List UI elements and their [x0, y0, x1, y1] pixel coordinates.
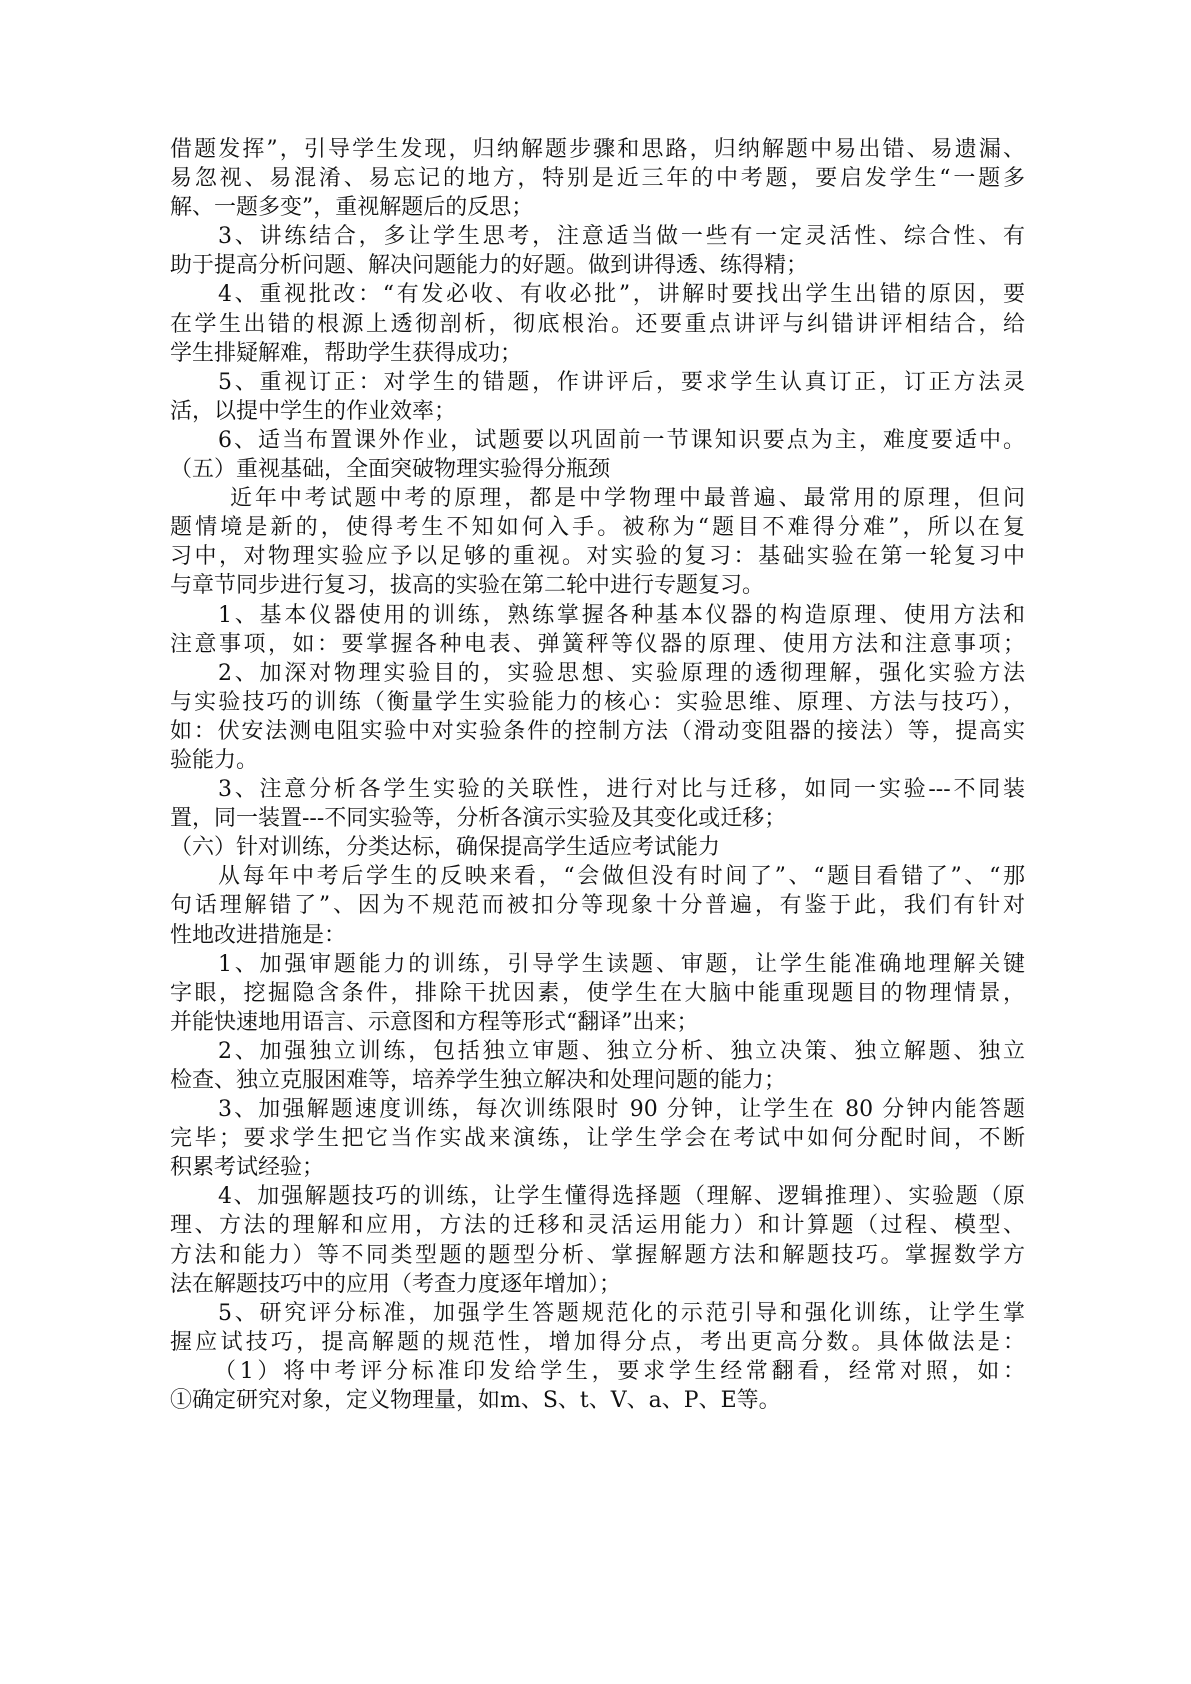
paragraph: [170, 484, 1025, 600]
text-line: 助于提高分析问题、解决问题能力的好题。做到讲得透、练得精；: [170, 253, 809, 279]
text-line: 与章节同步进行复习，拔高的实验在第二轮中进行专题复习。: [170, 573, 765, 599]
paragraph: [170, 862, 1025, 949]
text-line: 近年中考试题中考的原理，都是中学物理中最普遍、最常用的原理，但问: [230, 486, 1025, 512]
paragraph: [170, 1095, 1025, 1182]
text-line: 句话理解错了”、因为不规范而被扣分等现象十分普遍，有鉴于此，我们有针对: [170, 893, 1025, 919]
text-line: 5、重视订正：对学生的错题，作讲评后，要求学生认真订正，订正方法灵: [218, 369, 1025, 395]
text-line: ①确定研究对象，定义物理量，如m、S、t、V、a、P、E等。: [170, 1388, 781, 1414]
paragraph: [170, 222, 1025, 280]
text-line: 如：伏安法测电阻实验中对实验条件的控制方法（滑动变阻器的接法）等，提高实: [170, 718, 1025, 744]
text-line: 1、基本仪器使用的训练，熟练掌握各种基本仪器的构造原理、使用方法和: [218, 602, 1025, 628]
text-line: 在学生出错的根源上透彻剖析，彻底根治。还要重点讲评与纠错讲评相结合，给: [170, 311, 1025, 337]
paragraph: [170, 1037, 1025, 1095]
text-line: 4、重视批改：“有发必收、有收必批”，讲解时要找出学生出错的原因，要: [218, 282, 1025, 308]
text-line: 方法和能力）等不同类型题的题型分析、掌握解题方法和解题技巧。掌握数学方: [170, 1242, 1025, 1268]
text-line: 3、讲练结合，多让学生思考，注意适当做一些有一定灵活性、综合性、有: [218, 224, 1025, 250]
text-line: 从每年中考后学生的反映来看，“会做但没有时间了”、“题目看错了”、“那: [218, 864, 1025, 890]
text-line: 握应试技巧，提高解题的规范性，增加得分点，考出更高分数。具体做法是：: [170, 1329, 1025, 1355]
text-line: 与实验技巧的训练（衡量学生实验能力的核心：实验思维、原理、方法与技巧），: [170, 689, 1025, 715]
section-heading: [170, 833, 1025, 862]
section-heading-text: （六）针对训练，分类达标，确保提高学生适应考试能力: [170, 835, 721, 861]
paragraph: [170, 426, 1025, 455]
text-line: 学生排疑解难，帮助学生获得成功；: [170, 340, 523, 366]
text-line: 5、研究评分标准，加强学生答题规范化的示范引导和强化训练，让学生掌: [218, 1300, 1025, 1326]
text-line: 题情境是新的，使得考生不知如何入手。被称为“题目不难得分难”，所以在复: [170, 515, 1025, 541]
text-line: 活，以提中学生的作业效率；: [170, 398, 457, 424]
section-heading: [170, 455, 1025, 484]
text-line: 2、加强独立训练，包括独立审题、独立分析、独立决策、独立解题、独立: [218, 1038, 1025, 1064]
text-line: 3、注意分析各学生实验的关联性，进行对比与迁移，如同一实验---不同装: [218, 777, 1025, 803]
paragraph: [170, 950, 1025, 1037]
text-line: 验能力。: [170, 747, 259, 773]
text-line: 2、加深对物理实验目的，实验思想、实验原理的透彻理解，强化实验方法: [218, 660, 1025, 686]
paragraph: [170, 601, 1025, 659]
text-line: 检查、独立克服困难等，培养学生独立解决和处理问题的能力；: [170, 1068, 787, 1093]
document-body: [170, 135, 1025, 1415]
paragraph: [170, 135, 1025, 222]
text-line: 置，同一装置---不同实验等，分析各演示实验及其变化或迁移；: [170, 806, 787, 832]
text-line: 解、一题多变”，重视解题后的反思；: [170, 195, 534, 221]
paragraph: [170, 280, 1025, 367]
text-line: 法在解题技巧中的应用（考查力度逐年增加）；: [170, 1271, 622, 1297]
text-line: 4、加强解题技巧的训练，让学生懂得选择题（理解、逻辑推理）、实验题（原: [218, 1184, 1025, 1210]
text-line: 字眼，挖掘隐含条件，排除干扰因素，使学生在大脑中能重现题目的物理情景，: [170, 980, 1025, 1006]
paragraph: [170, 1386, 1025, 1415]
paragraph: [170, 1299, 1025, 1357]
paragraph: [170, 1357, 1025, 1386]
paragraph: [170, 659, 1025, 775]
text-line: 注意事项，如：要掌握各种电表、弹簧秤等仪器的原理、使用方法和注意事项；: [170, 631, 1025, 657]
text-line: 1、加强审题能力的训练，引导学生读题、审题，让学生能准确地理解关键: [218, 951, 1025, 977]
text-line: 易忽视、易混淆、易忘记的地方，特别是近三年的中考题，要启发学生“一题多: [170, 166, 1025, 192]
text-line: 积累考试经验；: [170, 1155, 325, 1181]
text-line: 6、适当布置课外作业，试题要以巩固前一节课知识要点为主，难度要适中。: [218, 427, 1025, 453]
paragraph: [170, 368, 1025, 426]
text-line: 性地改进措施是：: [170, 922, 347, 948]
text-line: 借题发挥”，引导学生发现，归纳解题步骤和思路，归纳解题中易出错、易遗漏、: [170, 137, 1025, 162]
text-line: 完毕；要求学生把它当作实战来演练，让学生学会在考试中如何分配时间，不断: [170, 1126, 1025, 1152]
paragraph: [170, 775, 1025, 833]
text-line: 习中，对物理实验应予以足够的重视。对实验的复习：基础实验在第一轮复习中: [170, 544, 1025, 570]
section-heading-text: （五）重视基础，全面突破物理实验得分瓶颈: [170, 457, 611, 483]
text-line: 理、方法的理解和应用，方法的迁移和灵活运用能力）和计算题（过程、模型、: [170, 1213, 1025, 1239]
text-line: 3、加强解题速度训练，每次训练限时 90 分钟，让学生在 80 分钟内能答题: [218, 1097, 1025, 1123]
text-line: （1）将中考评分标准印发给学生，要求学生经常翻看，经常对照，如：: [214, 1358, 1025, 1384]
text-line: 并能快速地用语言、示意图和方程等形式“翻译”出来；: [170, 1009, 699, 1035]
paragraph: [170, 1182, 1025, 1298]
